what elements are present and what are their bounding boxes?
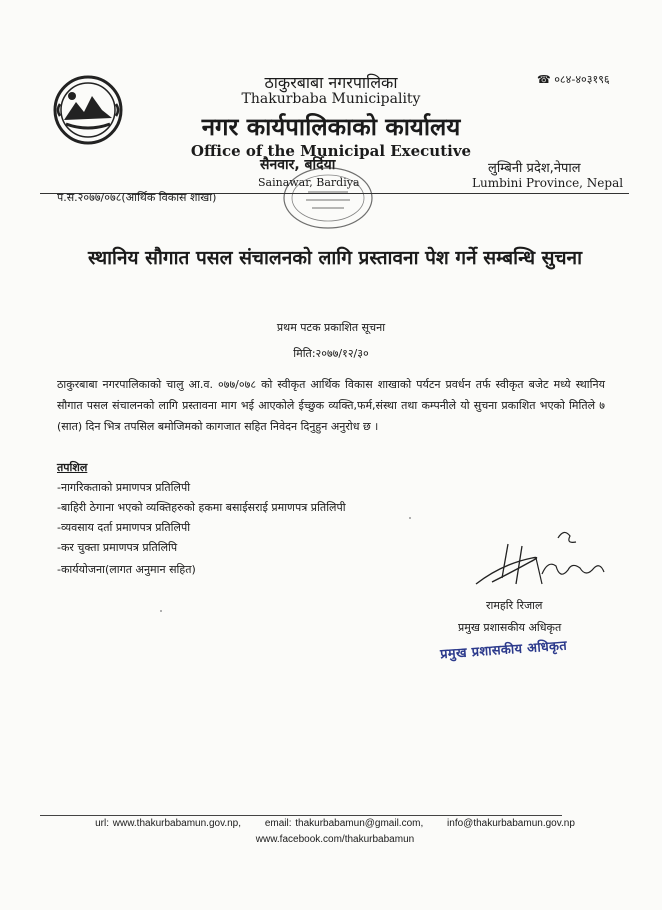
signatory-stamp: प्रमुख प्रशासकीय अधिकृत (439, 638, 568, 663)
location-english: Sainawar, Bardiya (258, 176, 360, 189)
notice-title: स्थानिय सौगात पसल संचालनको लागि प्रस्तावना पेश गर्ने सम्बन्धि सुचना (87, 247, 583, 269)
org-name-english: Thakurbaba Municipality (241, 91, 421, 107)
province-nepali: लुम्बिनी प्रदेश,नेपाल (488, 161, 581, 176)
notice-date: मिति:२०७७/१२/३० (293, 347, 369, 360)
footer-email[interactable]: email: thakurbabamun@gmail.com, (264, 818, 424, 829)
first-published-label: प्रथम पटक प्रकाशित सूचना (276, 321, 386, 334)
footer-divider (40, 815, 562, 816)
list-item: -बाहिरी ठेगाना भएको व्यक्तिहरुको हकमा बसाईसराई प्रमाणपत्र प्रतिलिपी (57, 501, 346, 514)
list-item: -नागरिकताको प्रमाणपत्र प्रतिलिपी (57, 481, 191, 494)
office-seal-stamp (278, 162, 378, 234)
footer-facebook[interactable]: www.facebook.com/thakurbabamun (255, 834, 415, 845)
handwritten-signature (472, 524, 612, 594)
location-nepali: सैनवार, बर्दिया (260, 157, 336, 173)
province-english: Lumbini Province, Nepal (472, 176, 624, 190)
list-item: -व्यवसाय दर्ता प्रमाणपत्र प्रतिलिपी (57, 521, 191, 534)
reference-number: प.स.२०७७/०७८(आर्थिक विकास शाखा) (57, 191, 217, 204)
signatory-title: प्रमुख प्रशासकीय अधिकृत (458, 621, 562, 634)
signatory-name: रामहरि रिजाल (486, 599, 543, 612)
org-name-nepali: ठाकुरबाबा नगरपालिका (264, 73, 398, 92)
scan-speck (160, 610, 162, 612)
phone-number: ☎ ०८४-४०३१९६ (537, 73, 610, 86)
list-item: -कार्ययोजना(लागत अनुमान सहित) (57, 563, 196, 576)
office-name-english: Office of the Municipal Executive (190, 142, 472, 160)
scan-speck (409, 517, 411, 519)
notice-body: ठाकुरबाबा नगरपालिकाको चालु आ.व. ०७७/०७८ को स्वीकृत आर्थिक विकास शाखाको पर्यटन प्रवर्धन तर्फ स्वीकृत बजेट मध्ये स्थानिय सौगात पसल संचालनको लागि प्रस्तावना माग भई आएकोले ईच्छुक व्यक्ति,फर्म,संस्था तथा कम्पनीले यो सुचना प्रकाशित भएको मितिले ७ (सात) दिन भित्र तपसिल बमोजिमको कागजात सहित निवेदन दिनुहुन अनुरोध छ । (57, 378, 605, 433)
footer-url[interactable]: url: www.thakurbabamun.gov.np, (95, 818, 242, 829)
list-heading: तपशिल (57, 461, 88, 474)
office-name-nepali: नगर कार्यपालिकाको कार्यालय (201, 113, 461, 141)
footer-info-email[interactable]: info@thakurbabamun.gov.np (447, 818, 575, 829)
list-item: -कर चुक्ता प्रमाणपत्र प्रतिलिपि (57, 541, 178, 554)
footer-contacts (45, 818, 625, 829)
